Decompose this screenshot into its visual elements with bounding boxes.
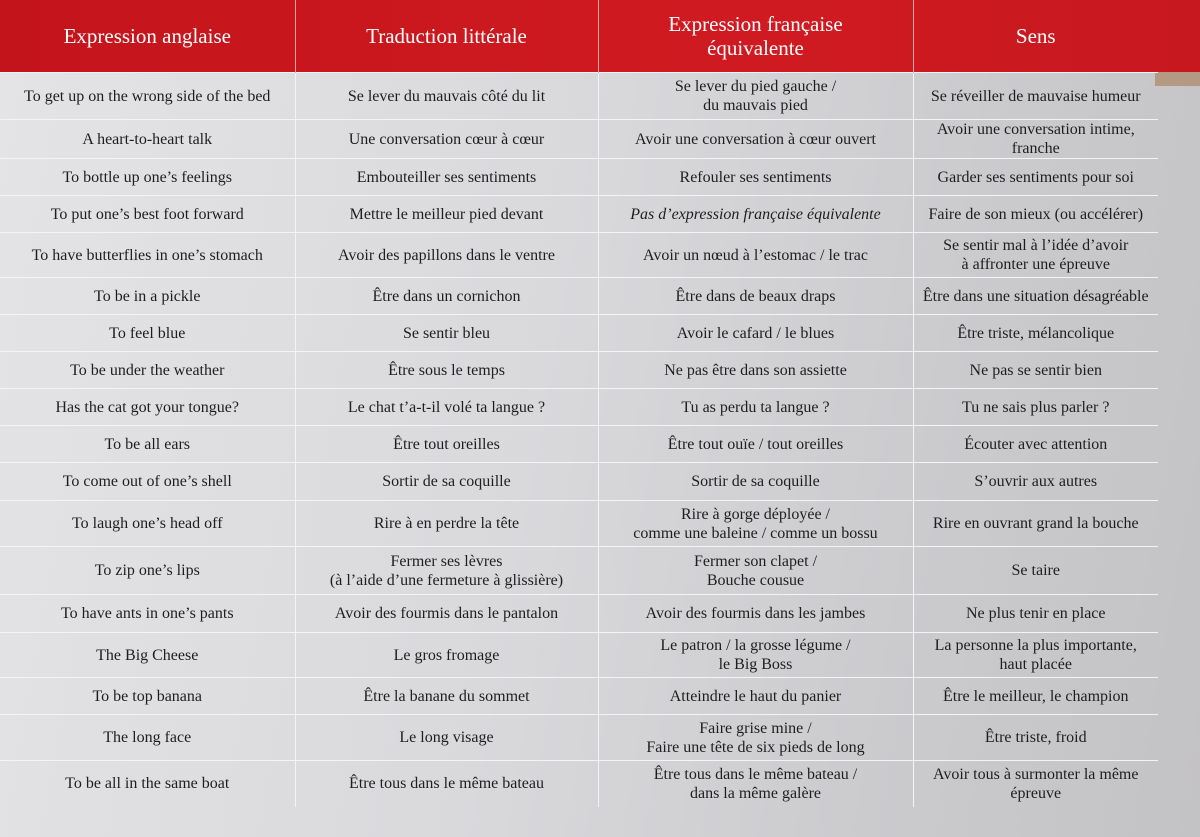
cell-sens: Garder ses sentiments pour soi: [913, 159, 1158, 196]
cell-sens: S’ouvrir aux autres: [913, 463, 1158, 501]
table-row: [0, 761, 1158, 807]
cell-expression-anglaise: To bottle up one’s feelings: [0, 159, 295, 196]
cell-expression-francaise: Le patron / la grosse légume / le Big Boss: [598, 633, 913, 678]
cell-traduction-litterale: Avoir des papillons dans le ventre: [295, 233, 598, 278]
cell-expression-francaise: Tu as perdu ta langue ?: [598, 389, 913, 426]
header-traduction-litterale: Traduction littérale: [295, 0, 598, 73]
cell-traduction-litterale: Se sentir bleu: [295, 315, 598, 352]
cell-sens: Se réveiller de mauvaise humeur: [913, 73, 1158, 120]
table-row: [0, 595, 1158, 633]
table-row: [0, 120, 1158, 159]
cell-sens: Tu ne sais plus parler ?: [913, 389, 1158, 426]
cell-expression-francaise: Fermer son clapet / Bouche cousue: [598, 547, 913, 595]
cell-traduction-litterale: Être tout oreilles: [295, 426, 598, 463]
cell-expression-francaise: Avoir une conversation à cœur ouvert: [598, 120, 913, 159]
cell-sens: Rire en ouvrant grand la bouche: [913, 501, 1158, 547]
table-header: [0, 0, 1158, 73]
cell-expression-francaise: Avoir le cafard / le blues: [598, 315, 913, 352]
cell-expression-francaise: Être dans de beaux draps: [598, 278, 913, 315]
cell-traduction-litterale: Une conversation cœur à cœur: [295, 120, 598, 159]
cell-expression-francaise: Rire à gorge déployée / comme une baleine / comme un bossu: [598, 501, 913, 547]
cell-expression-francaise: Se lever du pied gauche / du mauvais pied: [598, 73, 913, 120]
cell-expression-anglaise: To be in a pickle: [0, 278, 295, 315]
cell-traduction-litterale: Embouteiller ses sentiments: [295, 159, 598, 196]
cell-expression-francaise: Avoir des fourmis dans les jambes: [598, 595, 913, 633]
cell-sens: Ne plus tenir en place: [913, 595, 1158, 633]
header-sens: Sens: [1015, 24, 1056, 48]
cell-expression-anglaise: To feel blue: [0, 315, 295, 352]
cell-expression-francaise: Être tous dans le même bateau / dans la même galère: [598, 761, 913, 807]
cell-expression-francaise: Sortir de sa coquille: [598, 463, 913, 501]
cell-expression-anglaise: To be all in the same boat: [0, 761, 295, 807]
table-row: [0, 426, 1158, 463]
cell-sens: Ne pas se sentir bien: [913, 352, 1158, 389]
cell-expression-francaise: Pas d’expression française équivalente: [598, 196, 913, 233]
cell-sens: Avoir tous à surmonter la même épreuve: [913, 761, 1158, 807]
cell-expression-anglaise: To zip one’s lips: [0, 547, 295, 595]
cell-expression-francaise: Faire grise mine / Faire une tête de six pieds de long: [598, 715, 913, 761]
cell-traduction-litterale: Être sous le temps: [295, 352, 598, 389]
cell-sens: Avoir une conversation intime, franche: [913, 120, 1158, 159]
table-row: [0, 501, 1158, 547]
table-row: [0, 233, 1158, 278]
cell-sens: Être triste, froid: [913, 715, 1158, 761]
cell-sens: Être dans une situation désagréable: [913, 278, 1158, 315]
cell-expression-anglaise: To put one’s best foot forward: [0, 196, 295, 233]
cell-traduction-litterale: Le long visage: [295, 715, 598, 761]
cell-sens: Être triste, mélancolique: [913, 315, 1158, 352]
cell-traduction-litterale: Être la banane du sommet: [295, 678, 598, 715]
cell-expression-francaise: Ne pas être dans son assiette: [598, 352, 913, 389]
cell-traduction-litterale: Se lever du mauvais côté du lit: [295, 73, 598, 120]
table-row: [0, 463, 1158, 501]
cell-expression-anglaise: To have butterflies in one’s stomach: [0, 233, 295, 278]
cell-expression-anglaise: A heart-to-heart talk: [0, 120, 295, 159]
cell-expression-anglaise: To get up on the wrong side of the bed: [0, 73, 295, 120]
cell-sens: Se sentir mal à l’idée d’avoir à affronter une épreuve: [913, 233, 1158, 278]
header-expression-anglaise: Expression anglaise: [0, 0, 295, 73]
cell-sens: Se taire: [913, 547, 1158, 595]
cell-traduction-litterale: Le gros fromage: [295, 633, 598, 678]
cell-traduction-litterale: Rire à en perdre la tête: [295, 501, 598, 547]
cell-expression-anglaise: Has the cat got your tongue?: [0, 389, 295, 426]
cell-expression-anglaise: To be all ears: [0, 426, 295, 463]
cell-expression-francaise: Refouler ses sentiments: [598, 159, 913, 196]
cell-expression-francaise: Être tout ouïe / tout oreilles: [598, 426, 913, 463]
table-row: [0, 389, 1158, 426]
cell-traduction-litterale: Être dans un cornichon: [295, 278, 598, 315]
cell-traduction-litterale: Être tous dans le même bateau: [295, 761, 598, 807]
cell-expression-anglaise: The Big Cheese: [0, 633, 295, 678]
cell-sens: Être le meilleur, le champion: [913, 678, 1158, 715]
table-row: [0, 547, 1158, 595]
cell-traduction-litterale: Avoir des fourmis dans le pantalon: [295, 595, 598, 633]
table-row: [0, 196, 1158, 233]
cell-expression-francaise: Atteindre le haut du panier: [598, 678, 913, 715]
cell-expression-anglaise: The long face: [0, 715, 295, 761]
table-row: [0, 678, 1158, 715]
cell-sens: Faire de son mieux (ou accélérer): [913, 196, 1158, 233]
cell-expression-francaise: Avoir un nœud à l’estomac / le trac: [598, 233, 913, 278]
table-row: [0, 633, 1158, 678]
cell-expression-anglaise: To have ants in one’s pants: [0, 595, 295, 633]
cell-traduction-litterale: Fermer ses lèvres (à l’aide d’une fermeture à glissière): [295, 547, 598, 595]
header-expression-francaise: Expression française équivalente: [598, 0, 913, 73]
cell-traduction-litterale: Sortir de sa coquille: [295, 463, 598, 501]
cell-expression-anglaise: To laugh one’s head off: [0, 501, 295, 547]
cell-expression-anglaise: To be under the weather: [0, 352, 295, 389]
table-row: [0, 73, 1158, 120]
cell-expression-anglaise: To come out of one’s shell: [0, 463, 295, 501]
table-row: [0, 352, 1158, 389]
table-row: [0, 159, 1158, 196]
cell-sens: La personne la plus importante, haut placée: [913, 633, 1158, 678]
table-row: [0, 315, 1158, 352]
table-body: [0, 73, 1158, 807]
cell-sens: Écouter avec attention: [913, 426, 1158, 463]
cell-traduction-litterale: Le chat t’a-t-il volé ta langue ?: [295, 389, 598, 426]
cell-expression-anglaise: To be top banana: [0, 678, 295, 715]
table-row: [0, 278, 1158, 315]
table-row: [0, 715, 1158, 761]
cell-traduction-litterale: Mettre le meilleur pied devant: [295, 196, 598, 233]
